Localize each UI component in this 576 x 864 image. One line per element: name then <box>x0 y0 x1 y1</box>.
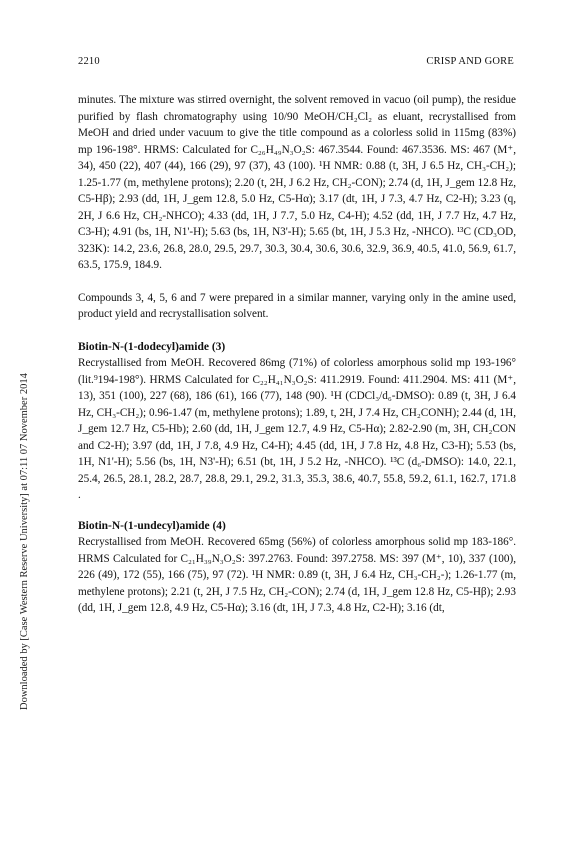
body-text <box>78 92 516 617</box>
compound-4-heading: Biotin-N-(1-undecyl)amide (4) <box>78 519 226 532</box>
compound-4-data: Recrystallised from MeOH. Recovered 65mg (56%) of colorless amorphous solid mp 183-186°. HRMS Calculated for C₂₁H₃₉N₃O₂S: 397.2763. Found: 397.2758. MS: 397 (M⁺, 10), 337 (100), 226 (49), 172 (55), 166 (75), 97 (72). ¹H NMR: 0.89 (t, 3H, J 6.4 Hz, CH₃-CH₂-); 1.26-1.77 (m, methylene protons); 2.21 (t, 2H, J 7.5 Hz, CH₂-CON); 2.74 (d, 1H, J_gem 12.8 Hz, C5-Hβ); 2.93 (dd, 1H, J_gem 12.8, 4.9 Hz, C5-Hα); 3.16 (dt, 1H, J 7.3, 4.8 Hz, C2-H); 3.16 (dt, <box>78 536 516 614</box>
download-watermark <box>8 150 30 710</box>
paragraph-experimental-2: minutes. The mixture was stirred overnight, the solvent removed in vacuo (oil pump), the residue purified by flash chromatography using 10/90 MeOH/CH₂Cl₂ as eluant, recrystallised from MeOH and dried under vacuum to give the title compound as a colorless solid in 115mg (83%) mp 196-198°. HRMS: Calculated for C₂₆H₄₉N₃O₂S: 467.3544. Found: 467.3536. MS: 467 (M⁺, 34), 450 (22), 407 (44), 166 (29), 97 (37), 43 (100). ¹H NMR: 0.88 (t, 3H, J 6.5 Hz, CH₃-CH₂); 1.25-1.77 (m, methylene protons); 2.20 (t, 2H, J 6.2 Hz, CH₂-CON); 2.74 (d, 1H, J_gem 12.8 Hz, C5-Hβ); 2.93 (dd, 1H, J_gem 12.8, 5.0 Hz, C5-Hα); 3.17 (dt, 1H, J 7.3, 4.7 Hz, C2-H); 3.23 (q, 2H, J 6.6 Hz, CH₂-NHCO); 4.33 (dd, 1H, J 7.7, 5.0 Hz, C4-H); 4.52 (dd, 1H, J 7.7 Hz, 4.7 Hz, C3-H); 4.91 (bs, 1H, N1'-H); 5.63 (bs, 1H, N3'-H); 5.65 (bt, 1H, J 5.3 Hz, -NHCO). ¹³C (CD₃OD, 323K): 14.2, 23.6, 26.8, 28.0, 29.5, 29.7, 30.3, 30.4, 30.6, 30.6, 32.9, 36.9, 40.5, 41.0, 56.9, 61.7, 63.5, 175.9, 184.9. <box>78 94 516 271</box>
paragraph-general-method: Compounds 3, 4, 5, 6 and 7 were prepared in a similar manner, varying only in the amine used, product yield and recrystallisation solvent. <box>78 291 516 320</box>
watermark-text: Downloaded by [Case Western Reserve University] at 07:11 07 November 2014 <box>19 373 30 710</box>
page-number: 2210 <box>78 56 100 67</box>
compound-3-heading: Biotin-N-(1-dodecyl)amide (3) <box>78 340 226 353</box>
running-head: CRISP AND GORE <box>426 56 514 67</box>
compound-3-data: Recrystallised from MeOH. Recovered 86mg (71%) of colorless amorphous solid mp 193-196° (lit.⁹194-198°). HRMS Calculated for C₂₂H₄₁N₃O₂S: 411.2919. Found: 411.2904. MS: 411 (M⁺, 13), 351 (100), 227 (68), 186 (61), 166 (77), 148 (90). ¹H (CDCl₃/d₆-DMSO): 0.89 (t, 3H, J 6.4 Hz, CH₃-CH₂); 0.96-1.47 (m, methylene protons); 1.89, t, 2H, J 7.4 Hz, CH₂CONH); 2.44 (d, 1H, J_gem 12.7 Hz, C5-Hb); 2.60 (dd, 1H, J_gem 12.7, 4.9 Hz, C5-Hα); 2.82-2.90 (m, 3H, CH₂CON and C2-H); 3.97 (dd, 1H, J 7.8, 4.9 Hz, C4-H); 4.45 (dd, 1H, J 7.8 Hz, 4.8 Hz, C3-H); 5.53 (bs, 1H, N1'-H); 5.56 (bs, 1H, N3'-H); 6.51 (bt, 1H, J 5.2 Hz, -NHCO). ¹³C (d₆-DMSO): 14.0, 22.1, 25.4, 26.5, 28.1, 28.2, 28.7, 28.8, 29.1, 29.2, 31.3, 35.3, 38.6, 40.7, 55.8, 59.2, 61.1, 162.7, 171.8 . <box>78 357 516 501</box>
page-header <box>78 56 514 72</box>
